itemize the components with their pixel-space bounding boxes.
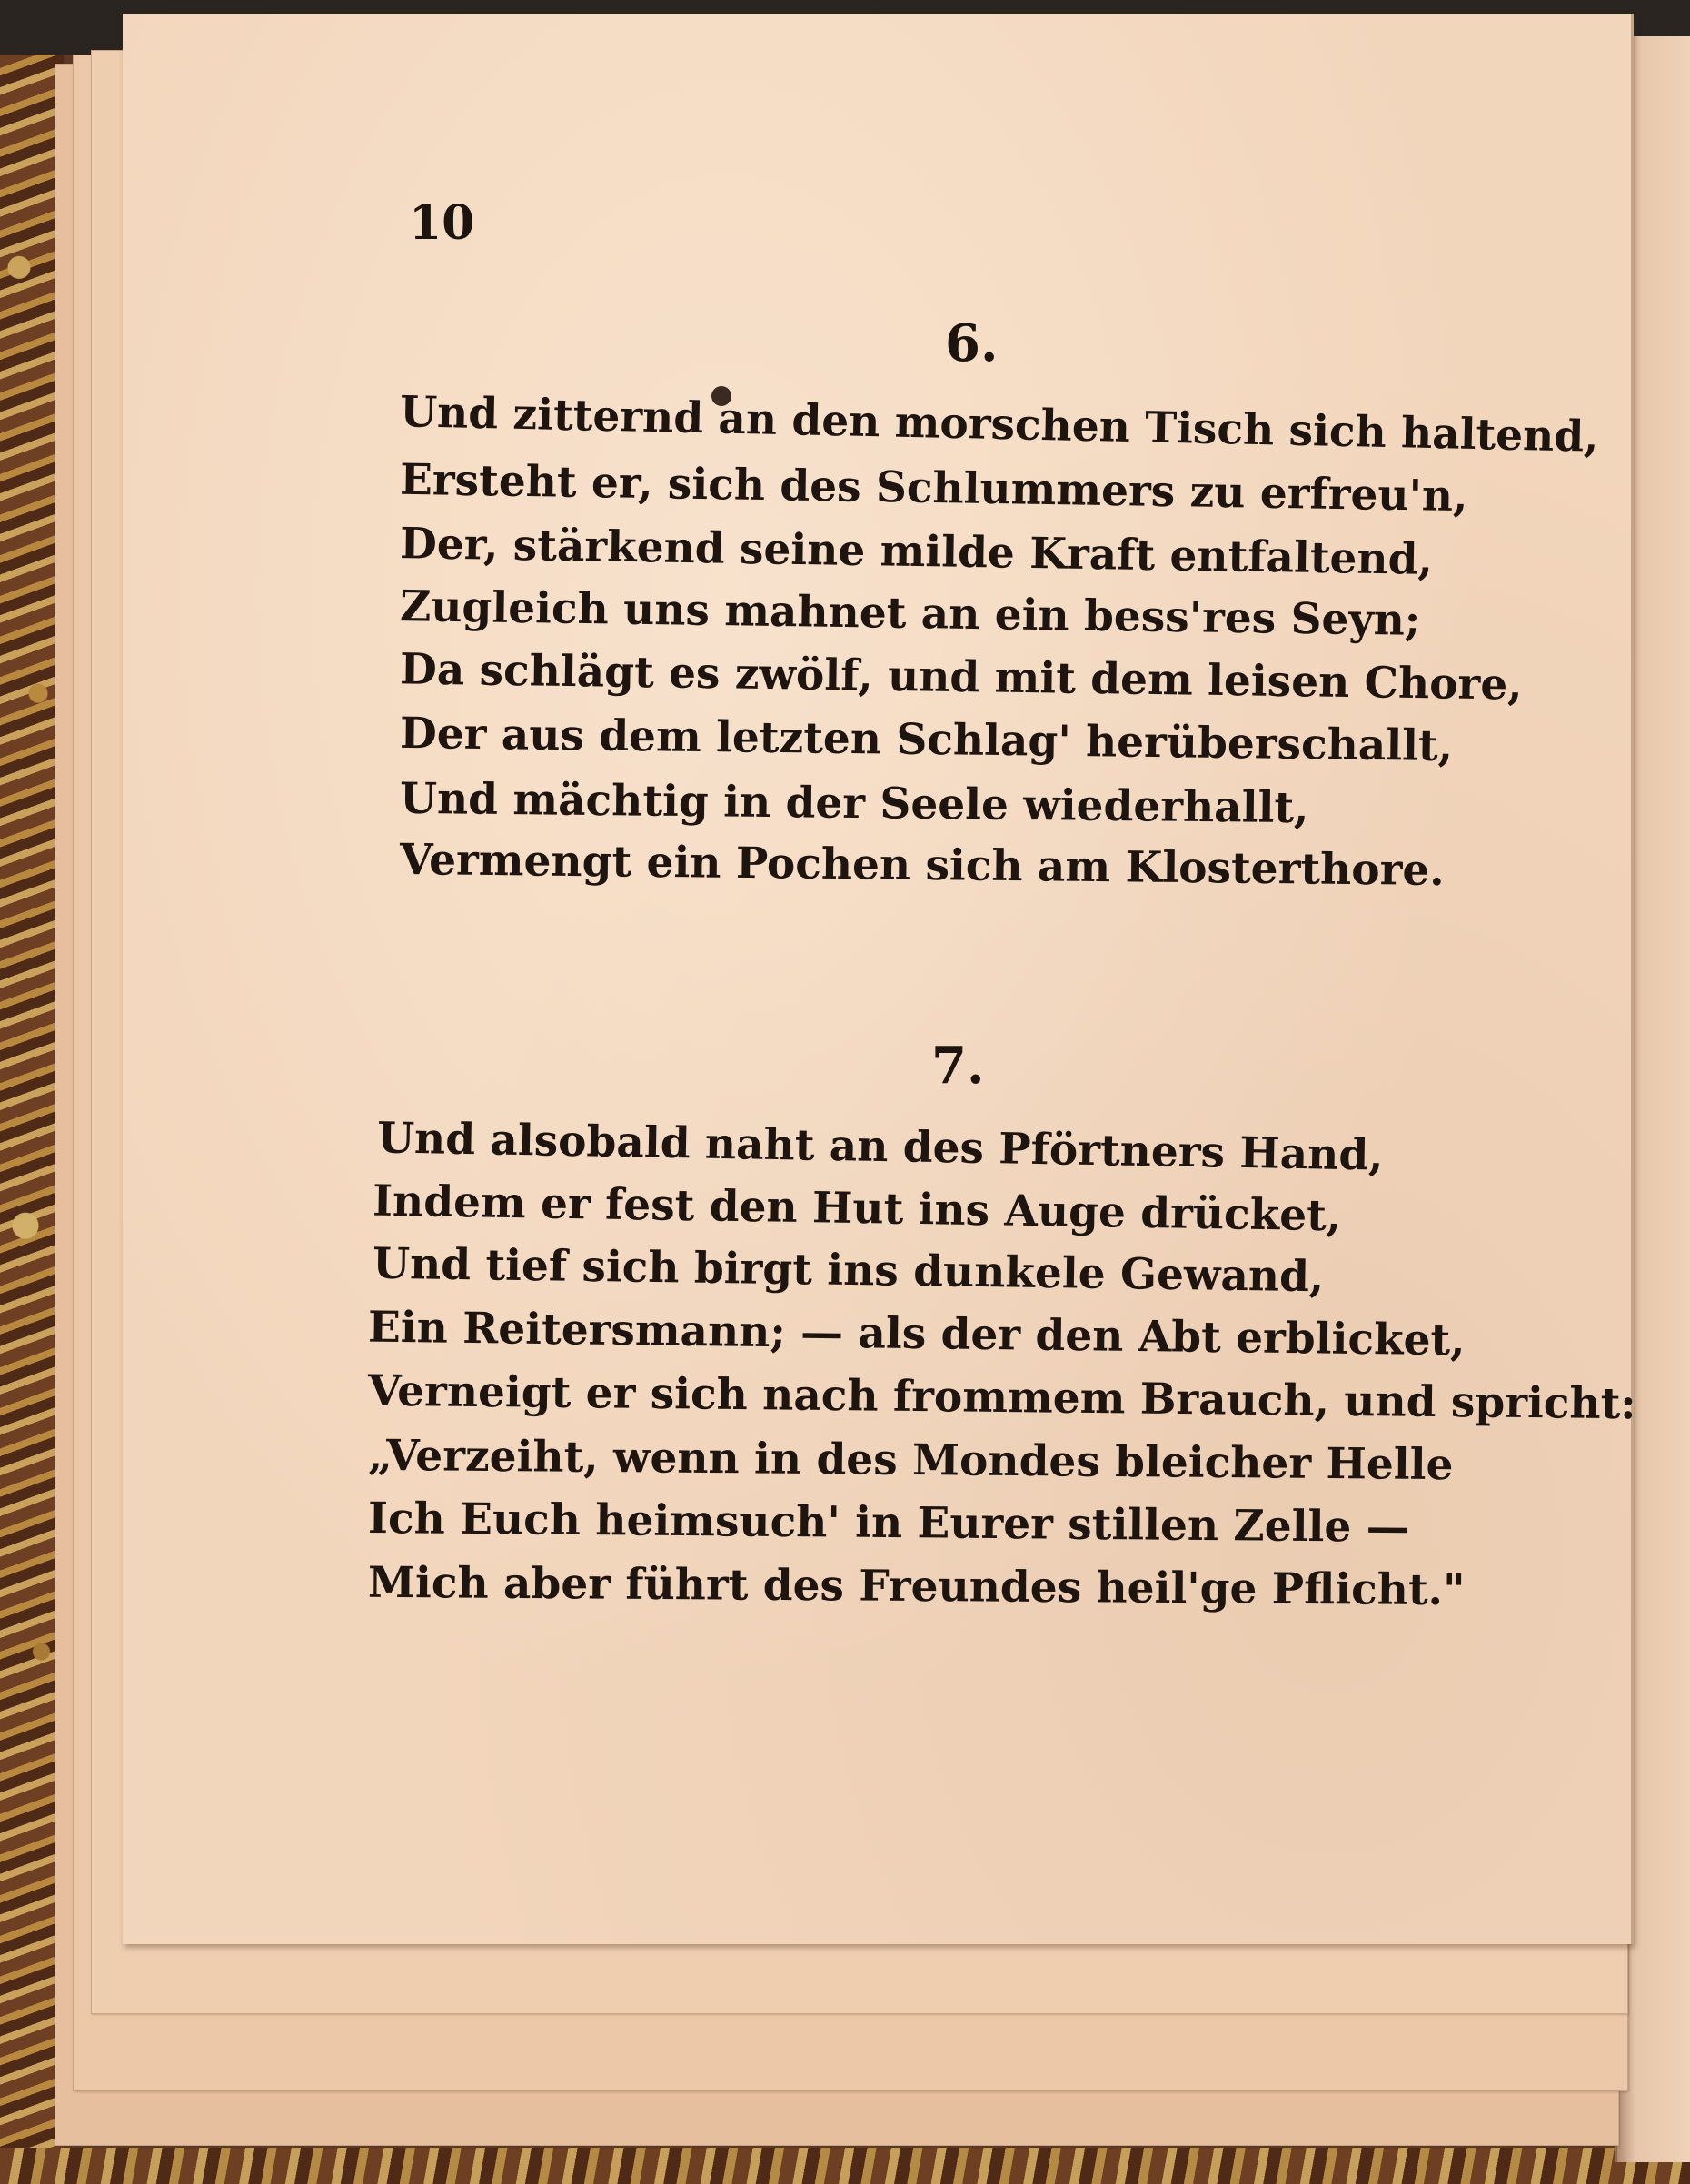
verse-line: Da schlägt es zwölf, und mit dem leisen Chore, xyxy=(399,644,1523,710)
verse-line: Zugleich uns mahnet an ein bess'res Seyn; xyxy=(399,581,1421,646)
verse-line: Und alsobald naht an des Pförtners Hand, xyxy=(376,1113,1385,1181)
book-page xyxy=(123,14,1634,1944)
verse-line: Und mächtig in der Seele wiederhallt, xyxy=(399,773,1309,834)
verse-line: Vermengt ein Pochen sich am Klosterthore. xyxy=(399,834,1445,897)
verse-line: Und tief sich birgt ins dunkele Gewand, xyxy=(372,1238,1325,1303)
verse-line: Ich Euch heimsuch' in Eurer stillen Zelle — xyxy=(367,1494,1409,1553)
stanza-number: 7. xyxy=(931,1036,985,1096)
stanza-number: 6. xyxy=(945,313,999,373)
verse-line: Mich aber führt des Freundes heil'ge Pflicht." xyxy=(367,1557,1466,1616)
marbled-cover-bottom xyxy=(0,2148,1690,2184)
verse-line: Ein Reitersmann; — als der den Abt erblicket, xyxy=(367,1302,1466,1366)
verse-line: Und zitternd an den morschen Tisch sich haltend, xyxy=(399,387,1600,462)
verse-line: Der aus dem letzten Schlag' herüberschallt, xyxy=(399,708,1454,772)
verse-line: Ersteht er, sich des Schlummers zu erfreu'n, xyxy=(399,454,1468,522)
verse-line: „Verzeiht, wenn in des Mondes bleicher Helle xyxy=(367,1430,1454,1491)
verse-line: Indem er fest den Hut ins Auge drücket, xyxy=(372,1176,1342,1242)
page-number: 10 xyxy=(409,195,475,251)
verse-line: Verneigt er sich nach frommem Brauch, und spricht: xyxy=(367,1365,1636,1430)
verse-line: Der, stärkend seine milde Kraft entfaltend, xyxy=(399,519,1434,585)
